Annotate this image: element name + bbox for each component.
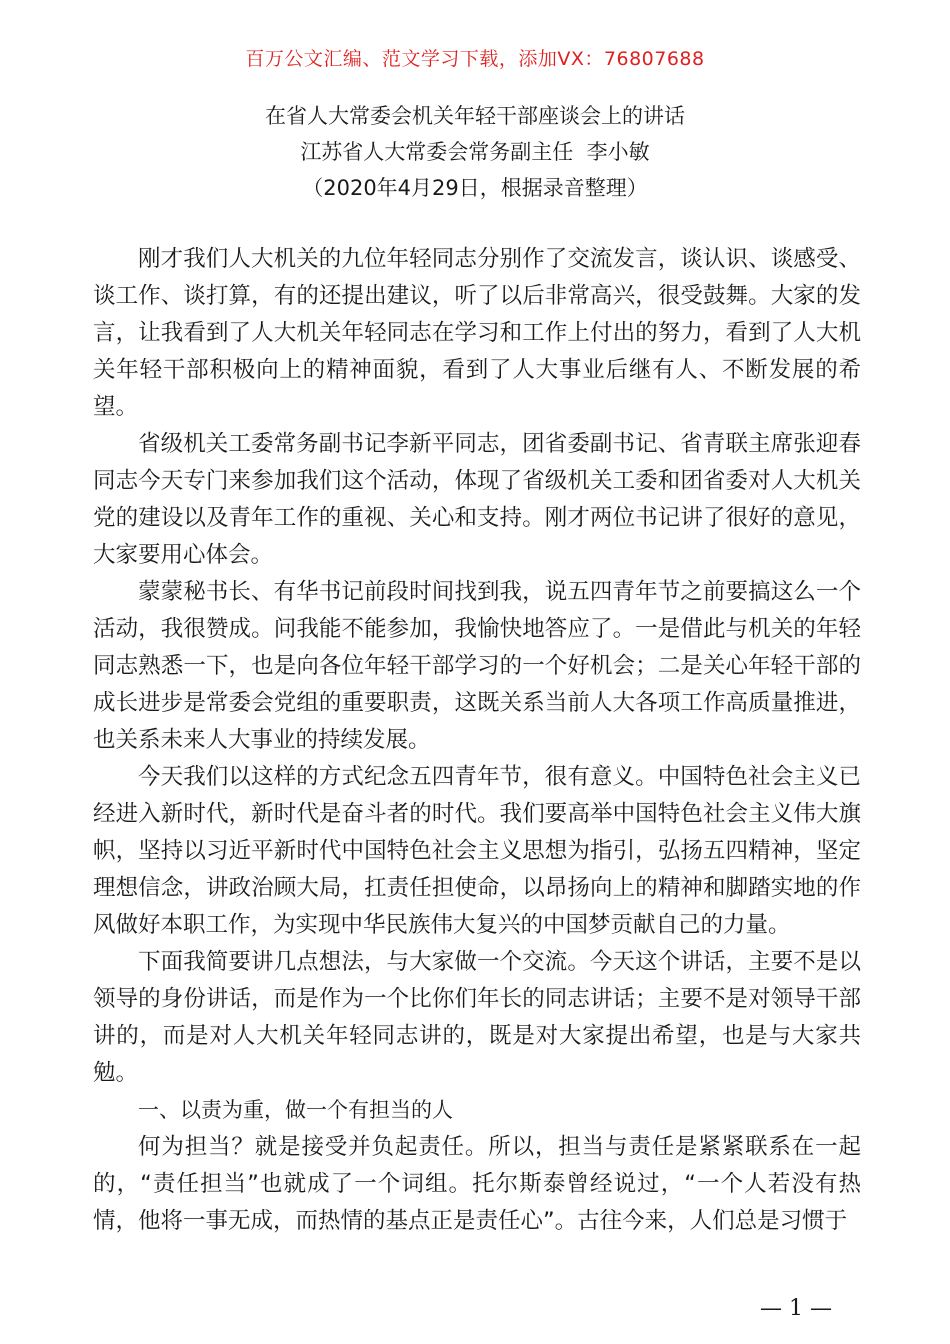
paragraph-2: 省级机关工委常务副书记李新平同志，团省委副书记、省青联主席张迎春同志今天专门来参加我们这个活动，体现了省级机关工委和团省委对人大机关党的建设以及青年工作的重视、关心和支持。刚才两位书记讲了很好的意见，大家要用心体会。: [93, 431, 861, 568]
document-body: [93, 241, 861, 1240]
section-heading-1: 一、以责为重，做一个有担当的人: [138, 1098, 453, 1122]
document-title: 在省人大常委会机关年轻干部座谈会上的讲话: [265, 104, 685, 128]
page-number: — 1 —: [760, 1296, 832, 1321]
paragraph-6: 何为担当？就是接受并负起责任。所以，担当与责任是紧紧联系在一起的，“责任担当”也就成了一个词组。托尔斯泰曾经说过，“一个人若没有热情，他将一事无成，而热情的基点正是责任心”。古往今来，人们总是习惯于: [93, 1134, 861, 1234]
watermark-banner: 百万公文汇编、范文学习下载，添加VX：76807688: [245, 48, 705, 70]
speaker-line: 江苏省人大常委会常务副主任 李小敏: [300, 140, 650, 164]
paragraph-5: 下面我简要讲几点想法，与大家做一个交流。今天这个讲话，主要不是以领导的身份讲话，而是作为一个比你们年长的同志讲话；主要不是对领导干部讲的，而是对人大机关年轻同志讲的，既是对大家提出希望，也是与大家共勉。: [93, 949, 861, 1086]
paragraph-3: 蒙蒙秘书长、有华书记前段时间找到我，说五四青年节之前要搞这么一个活动，我很赞成。问我能不能参加，我愉快地答应了。一是借此与机关的年轻同志熟悉一下，也是向各位年轻干部学习的一个好机会；二是关心年轻干部的成长进步是常委会党组的重要职责，这既关系当前人大各项工作高质量推进，也关系未来人大事业的持续发展。: [93, 579, 861, 753]
date-note: （2020年4月29日，根据录音整理）: [302, 176, 648, 200]
document-title-block: [0, 98, 950, 206]
paragraph-1: 刚才我们人大机关的九位年轻同志分别作了交流发言，谈认识、谈感受、谈工作、谈打算，有的还提出建议，听了以后非常高兴，很受鼓舞。大家的发言，让我看到了人大机关年轻同志在学习和工作上付出的努力，看到了人大机关年轻干部积极向上的精神面貌，看到了人大事业后继有人、不断发展的希望。: [93, 246, 861, 420]
paragraph-4: 今天我们以这样的方式纪念五四青年节，很有意义。中国特色社会主义已经进入新时代，新时代是奋斗者的时代。我们要高举中国特色社会主义伟大旗帜，坚持以习近平新时代中国特色社会主义思想为指引，弘扬五四精神，坚定理想信念，讲政治顾大局，扛责任担使命，以昂扬向上的精神和脚踏实地的作风做好本职工作，为实现中华民族伟大复兴的中国梦贡献自己的力量。: [93, 764, 861, 938]
